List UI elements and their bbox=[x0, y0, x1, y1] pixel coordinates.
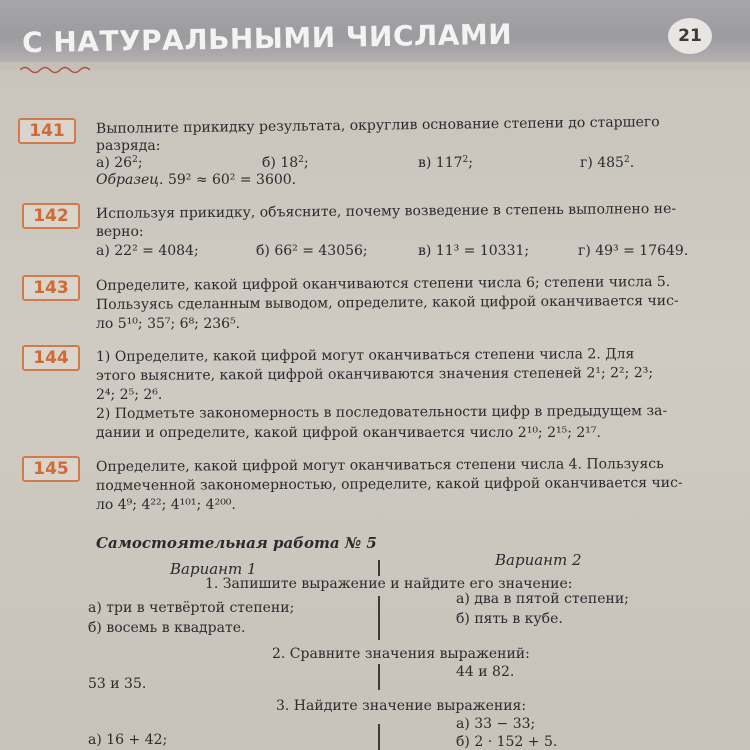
v2-task1-a: а) два в пятой степени; bbox=[456, 591, 629, 607]
ex141-line1: Выполните прикидку результата, округлив основание степени до старшего bbox=[95, 114, 660, 137]
page-number: 21 bbox=[668, 18, 712, 54]
v1-task1-b: б) восемь в квадрате. bbox=[88, 620, 246, 636]
ex142-option-b: б) 66² = 43056; bbox=[256, 243, 368, 259]
ex141-option-c: в) $117^2$; bbox=[418, 155, 473, 171]
ex144-line3: 2⁴; 2⁵; 2⁶. bbox=[96, 387, 163, 403]
v1-task1-a: а) три в четвёртой степени; bbox=[88, 600, 295, 616]
v2-task3-a: а) 33 − 33; bbox=[456, 716, 536, 732]
ex141-option-a: а) $26^2$; bbox=[96, 155, 143, 171]
v1-task3-a: а) 16 + 42; bbox=[88, 732, 168, 748]
ex145-line3: ло 4⁹; 4²²; 4¹⁰¹; 4²⁰⁰. bbox=[96, 497, 236, 513]
ex144-line4: 2) Подметьте закономерность в последовательности цифр в предыдущем за- bbox=[95, 403, 668, 422]
decorative-ornament-icon bbox=[20, 64, 90, 74]
column-divider bbox=[378, 596, 380, 640]
ex142-option-a: а) 22² = 4084; bbox=[96, 243, 199, 259]
ex141-option-b: б) $18^2$; bbox=[262, 155, 309, 171]
task-1-prompt: 1. Запишите выражение и найдите его значение: bbox=[205, 576, 573, 592]
ex144-line2: этого выясните, какой цифрой оканчиваются значения степеней 2¹; 2²; 2³; bbox=[95, 365, 654, 384]
ex145-line2: подмеченной закономерностью, определите, какой цифрой оканчивается чис- bbox=[95, 474, 683, 494]
ex144-line1: 1) Определите, какой цифрой могут оканчиваться степени числа 2. Для bbox=[95, 346, 635, 365]
ex144-line5: дании и определите, какой цифрой оканчивается число 2¹⁰; 2¹⁵; 2¹⁷. bbox=[96, 425, 601, 441]
exercise-number-143: 143 bbox=[22, 275, 80, 301]
column-divider bbox=[378, 664, 380, 690]
v2-task2: 44 и 82. bbox=[456, 664, 515, 680]
chapter-header bbox=[0, 0, 750, 62]
ex143-line1: Определите, какой цифрой оканчиваются степени числа 6; степени числа 5. bbox=[95, 273, 671, 294]
v1-task2: 53 и 35. bbox=[88, 676, 147, 692]
variant-2-heading: Вариант 2 bbox=[495, 551, 582, 569]
task-2-prompt: 2. Сравните значения выражений: bbox=[272, 646, 530, 662]
ex142-line1: Используя прикидку, объясните, почему возведение в степень выполнено не- bbox=[95, 200, 677, 222]
exercise-number-141: 141 bbox=[18, 118, 76, 144]
task-3-prompt: 3. Найдите значение выражения: bbox=[276, 698, 527, 714]
independent-work-title: Самостоятельная работа № 5 bbox=[96, 534, 377, 552]
ex142-option-c: в) 11³ = 10331; bbox=[418, 243, 530, 259]
ex142-line2: верно: bbox=[96, 224, 144, 240]
exercise-number-142: 142 bbox=[22, 203, 80, 229]
column-divider bbox=[378, 560, 380, 576]
v2-task3-b: б) 2 · 152 + 5. bbox=[456, 734, 558, 750]
ex141-line2: разряда: bbox=[96, 138, 161, 154]
ex142-option-d: г) 49³ = 17649. bbox=[578, 243, 689, 259]
column-divider bbox=[378, 724, 380, 750]
exercise-number-145: 145 bbox=[22, 456, 80, 482]
exercise-number-144: 144 bbox=[22, 345, 80, 371]
variant-1-heading: Вариант 1 bbox=[170, 560, 257, 578]
ex143-line3: ло 5¹⁰; 35⁷; 6⁸; 236⁵. bbox=[96, 316, 241, 332]
ex143-line2: Пользуясь сделанным выводом, определите, какой цифрой оканчивается чис- bbox=[95, 292, 679, 313]
chapter-title: С НАТУРАЛЬНЫМИ ЧИСЛАМИ bbox=[21, 17, 513, 60]
v2-task1-b: б) пять в кубе. bbox=[456, 611, 563, 627]
ex145-line1: Определите, какой цифрой могут оканчиваться степени числа 4. Пользуясь bbox=[95, 456, 664, 475]
ex141-sample: Образец. 59² ≈ 60² = 3600. bbox=[96, 172, 297, 188]
ex141-option-d: г) $485^2$. bbox=[580, 155, 635, 171]
